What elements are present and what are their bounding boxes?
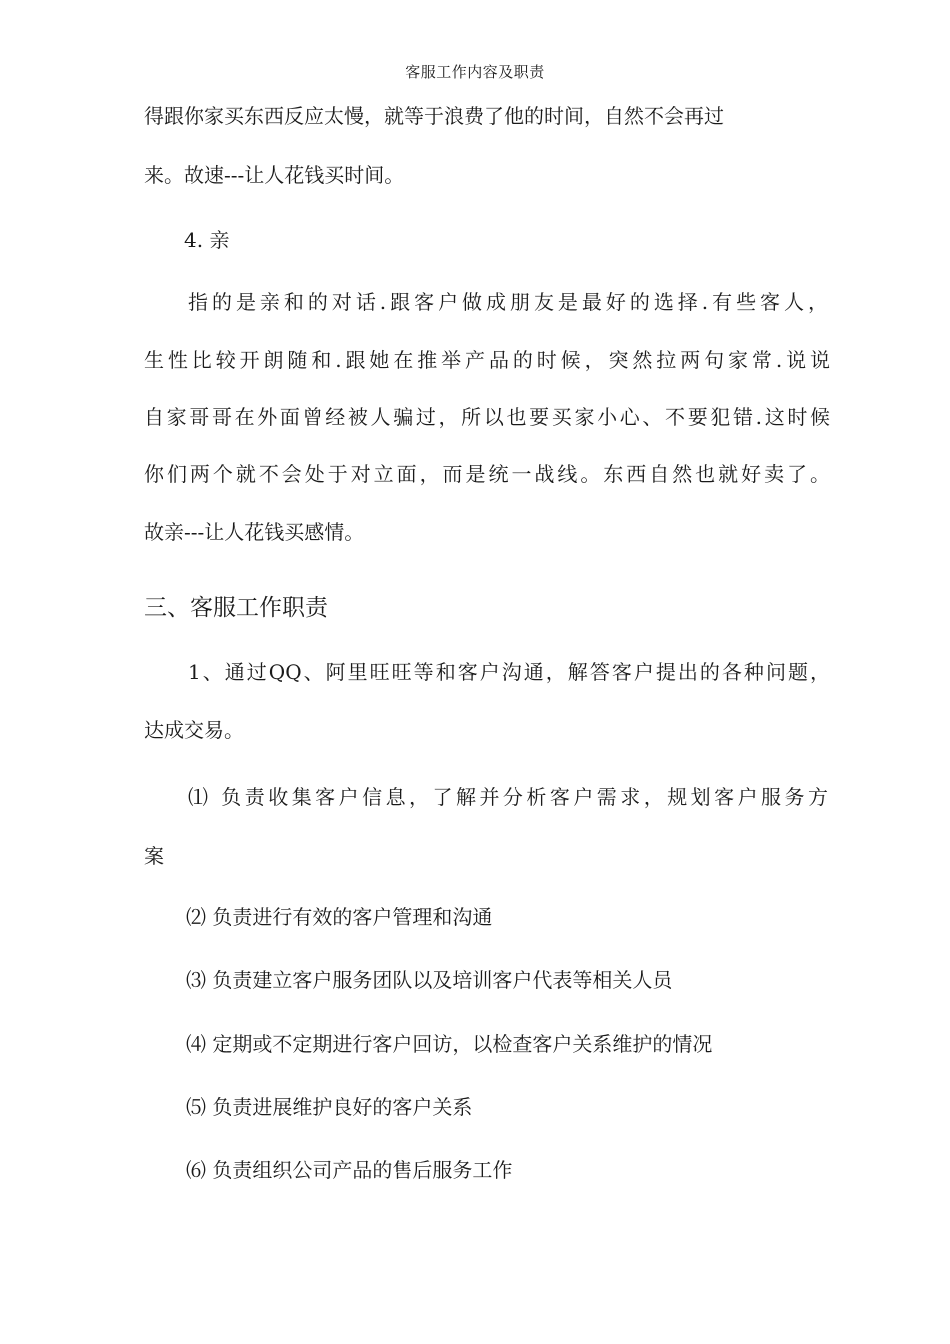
sub-item-line: 案: [144, 844, 164, 868]
paragraph-line: 你们两个就不会处于对立面，而是统一战线。东西自然也就好卖了。: [144, 462, 830, 486]
sub-item: ⑶ 负责建立客户服务团队以及培训客户代表等相关人员: [186, 968, 673, 992]
sub-item: ⑷ 定期或不定期进行客户回访，以检查客户关系维护的情况: [186, 1032, 713, 1056]
list-item-line: 达成交易。: [144, 718, 244, 742]
sub-item: ⑹ 负责组织公司产品的售后服务工作: [186, 1158, 513, 1182]
sub-item: ⑸ 负责进展维护良好的客户关系: [186, 1095, 473, 1119]
paragraph-line: 得跟你家买东西反应太慢，就等于浪费了他的时间，自然不会再过: [144, 104, 724, 128]
numbered-subheading: 4. 亲: [184, 228, 230, 252]
list-item-line: 1、通过QQ、阿里旺旺等和客户沟通，解答客户提出的各种问题，: [188, 660, 830, 684]
paragraph-line: 故亲---让人花钱买感情。: [144, 520, 365, 544]
sub-item: ⑵ 负责进行有效的客户管理和沟通: [186, 905, 493, 929]
paragraph-line: 生性比较开朗随和.跟她在推举产品的时候，突然拉两句家常.说说: [144, 348, 830, 372]
sub-item-line: ⑴ 负责收集客户信息，了解并分析客户需求，规划客户服务方: [188, 785, 828, 809]
paragraph-line: 自家哥哥在外面曾经被人骗过，所以也要买家小心、不要犯错.这时候: [144, 405, 830, 429]
page-header-title: 客服工作内容及职责: [405, 63, 545, 81]
paragraph-line: 指的是亲和的对话.跟客户做成朋友是最好的选择.有些客人，: [188, 290, 828, 314]
paragraph-line: 来。故速---让人花钱买时间。: [144, 163, 405, 187]
section-heading: 三、客服工作职责: [144, 595, 328, 621]
